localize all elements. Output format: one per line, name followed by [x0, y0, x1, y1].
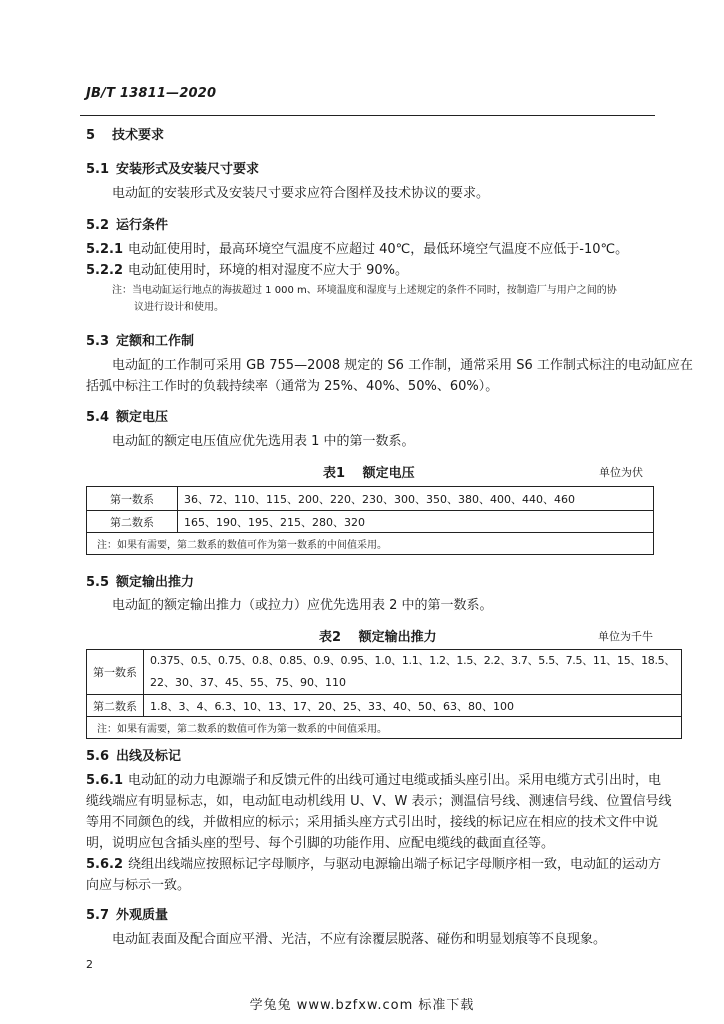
paragraph: 缆线端应有明显标志，如，电动缸电动机线用 U、V、W 表示；测温信号线、测速信号线、位置信号线 [86, 794, 672, 809]
rated-voltage-table [86, 486, 654, 555]
section-title: 运行条件 [116, 218, 169, 233]
table-1-caption: 表1 额定电压 [323, 466, 415, 481]
section-title: 出线及标记 [116, 749, 182, 764]
paragraph: 明，说明应包含插头座的型号、每个引脚的功能作用、应配电缆线的截面直径等。 [86, 836, 555, 851]
table-row [87, 650, 682, 695]
clause-text: 电动缸使用时，环境的相对湿度不应大于 90%。 [128, 263, 409, 278]
row-label: 第二数系 [87, 695, 144, 717]
page-number: 2 [86, 958, 93, 971]
clause-number: 5.6.2 [86, 857, 124, 872]
row-label: 第二数系 [87, 511, 178, 533]
row-values: 36、72、110、115、200、220、230、300、350、380、400、440、460 [178, 487, 654, 511]
subclause-5-6-2 [86, 854, 661, 875]
section-number: 5.6 [86, 749, 110, 764]
table-row [87, 695, 682, 717]
section-number: 5 [86, 128, 96, 143]
section-5-7-heading [86, 904, 168, 923]
table-1-unit: 单位为伏 [599, 466, 643, 479]
section-number: 5.4 [86, 410, 110, 425]
row-values: 1.8、3、4、6.3、10、13、17、20、25、33、40、50、63、80、100 [144, 695, 682, 717]
section-5-4-heading [86, 406, 168, 425]
table-note-row [87, 717, 682, 739]
row-values: 165、190、195、215、280、320 [178, 511, 654, 533]
subclause-5-2-2 [86, 260, 408, 281]
table-2-caption: 表2 额定输出推力 [319, 630, 437, 645]
paragraph: 向应与标示一致。 [86, 878, 191, 893]
row-label: 第一数系 [87, 487, 178, 511]
row-values [144, 650, 682, 695]
section-5-heading [86, 124, 164, 143]
paragraph: 电动缸表面及配合面应平滑、光洁，不应有涂覆层脱落、碰伤和明显划痕等不良现象。 [112, 932, 607, 947]
note-line: 议进行设计和使用。 [134, 302, 224, 313]
paragraph: 等用不同颜色的线，并做相应的标示；采用插头座方式引出时，接线的标记应在相应的技术文件中说 [86, 815, 659, 830]
section-title: 额定电压 [116, 410, 169, 425]
section-title: 外观质量 [116, 908, 169, 923]
section-number: 5.2 [86, 218, 110, 233]
section-number: 5.3 [86, 334, 110, 349]
section-title: 安装形式及安装尺寸要求 [116, 162, 260, 177]
paragraph: 电动缸的安装形式及安装尺寸要求应符合图样及技术协议的要求。 [112, 186, 490, 201]
row-values-line: 22、30、37、45、55、75、90、110 [150, 676, 346, 689]
clause-number: 5.6.1 [86, 773, 124, 788]
clause-number: 5.2.1 [86, 242, 124, 257]
table-note: 注：如果有需要，第二数系的数值可作为第一数系的中间值采用。 [87, 533, 654, 555]
table-row [87, 511, 654, 533]
clause-text: 绕组出线端应按照标记字母顺序，与驱动电源输出端子标记字母顺序相一致，电动缸的运动方 [128, 857, 662, 872]
paragraph: 括弧中标注工作时的负载持续率（通常为 25%、40%、50%、60%）。 [86, 379, 499, 394]
table-note-row [87, 533, 654, 555]
section-5-6-heading [86, 745, 181, 764]
header-rule [80, 115, 655, 116]
section-5-5-heading [86, 571, 194, 590]
section-title: 定额和工作制 [116, 334, 195, 349]
section-title: 额定输出推力 [116, 575, 195, 590]
table-2-unit: 单位为千牛 [598, 630, 653, 643]
row-label: 第一数系 [87, 650, 144, 695]
section-5-1-heading [86, 158, 259, 177]
section-title: 技术要求 [112, 128, 165, 143]
paragraph: 电动缸的额定输出推力（或拉力）应优先选用表 2 中的第一数系。 [112, 598, 493, 613]
section-number: 5.1 [86, 162, 110, 177]
rated-thrust-table [86, 649, 682, 739]
section-number: 5.5 [86, 575, 110, 590]
section-5-3-heading [86, 330, 194, 349]
subclause-5-2-1 [86, 239, 628, 260]
note-line: 注：当电动缸运行地点的海拔超过 1 000 m、环境温度和湿度与上述规定的条件不同时，按制造厂与用户之间的协 [112, 285, 617, 296]
standard-code: JB/T 13811—2020 [86, 86, 217, 101]
section-number: 5.7 [86, 908, 110, 923]
section-5-2-heading [86, 214, 168, 233]
paragraph: 电动缸的工作制可采用 GB 755—2008 规定的 S6 工作制，通常采用 S6 工作制式标注的电动缸应在 [112, 358, 693, 373]
site-footer: 学兔兔 www.bzfxw.com 标准下载 [249, 998, 475, 1013]
clause-text: 电动缸使用时，最高环境空气温度不应超过 40℃，最低环境空气温度不应低于-10℃。 [128, 242, 629, 257]
table-note: 注：如果有需要，第二数系的数值可作为第一数系的中间值采用。 [87, 717, 682, 739]
row-values-line: 0.375、0.5、0.75、0.8、0.85、0.9、0.95、1.0、1.1、1.2、1.5、2.2、3.7、5.5、7.5、11、15、18.5、 [150, 654, 676, 667]
subclause-5-6-1 [86, 770, 661, 791]
table-row [87, 487, 654, 511]
clause-text: 电动缸的动力电源端子和反馈元件的出线可通过电缆或插头座引出。采用电缆方式引出时，电 [128, 773, 662, 788]
paragraph: 电动缸的额定电压值应优先选用表 1 中的第一数系。 [112, 434, 415, 449]
clause-number: 5.2.2 [86, 263, 124, 278]
